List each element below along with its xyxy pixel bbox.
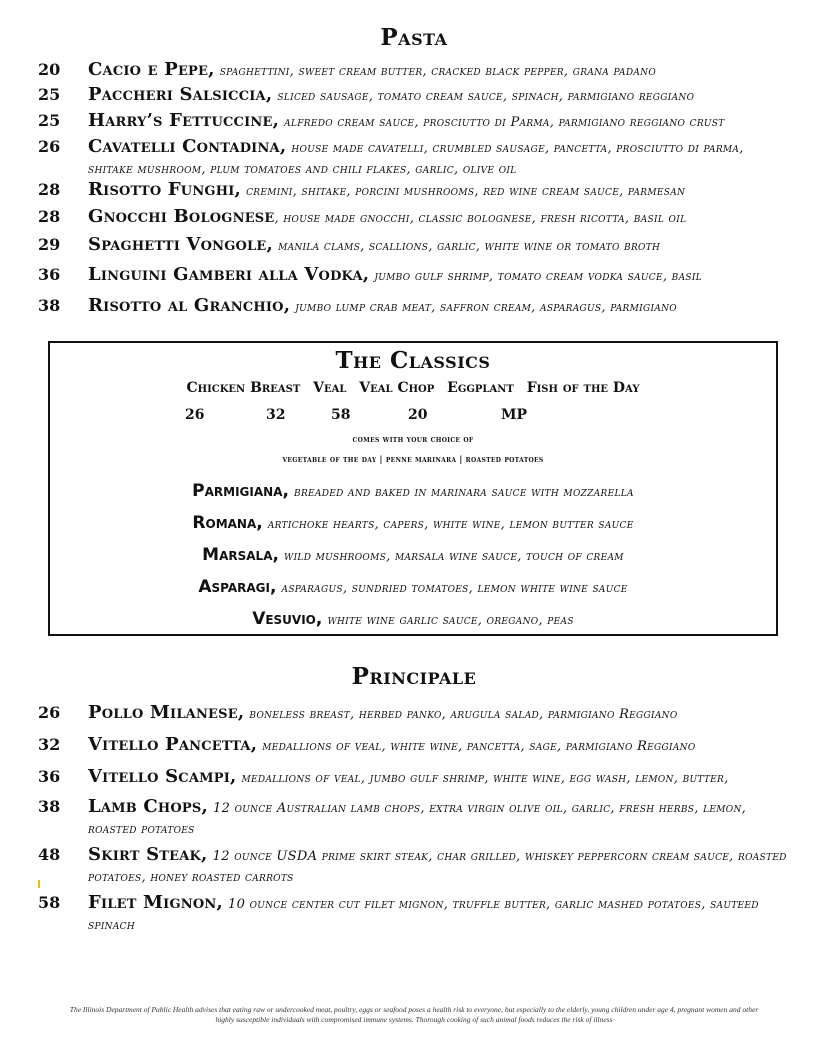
side-options: vegetable of the day | penne marinara | roasted potatoes <box>282 454 544 464</box>
item-description: jumbo gulf shrimp, tomato cream vodka sauce, basil <box>374 269 702 284</box>
item-name: Cacio e Pepe, <box>88 59 215 80</box>
item-price: 58 <box>38 893 61 912</box>
classics-box <box>48 341 778 636</box>
item-price: 48 <box>38 845 61 864</box>
item-description: spaghettini, sweet cream butter, cracked black pepper, grana padano <box>219 64 657 79</box>
classic-name: Romana, <box>192 513 263 533</box>
item-name: Paccheri Salsiccia, <box>88 84 273 105</box>
protein-option: Veal <box>313 380 347 396</box>
item-price: 36 <box>38 767 61 786</box>
item-description: house made cavatelli, crumbled sausage, pancetta, prosciutto di parma, shitake mushroom, plum tomatoes and chili flakes, garlic, olive oil <box>88 141 744 177</box>
item-name: Risotto al Granchio, <box>88 295 291 316</box>
classic-name: Marsala, <box>202 545 279 565</box>
protein-price: 26 <box>185 407 205 423</box>
item-description: jumbo lump crab meat, saffron cream, asparagus, parmigiano <box>295 300 677 315</box>
principale-title: Principale <box>351 663 477 690</box>
classics-title: The Classics <box>335 347 491 374</box>
side-note: comes with your choice of <box>352 434 474 444</box>
item-price: 29 <box>38 235 61 254</box>
item-name: Linguini Gamberi alla Vodka, <box>88 264 370 285</box>
item-price: 28 <box>38 180 61 199</box>
item-name: Filet Mignon, <box>88 892 223 913</box>
item-description: alfredo cream sauce, prosciutto di Parma, parmigiano reggiano crust <box>284 115 725 130</box>
classic-description: asparagus, sundried tomatoes, lemon white wine sauce <box>281 581 628 596</box>
classic-item <box>50 513 776 533</box>
item-description: manila clams, scallions, garlic, white wine or tomato broth <box>278 239 661 254</box>
item-name: Lamb Chops, <box>88 796 208 817</box>
item-price: 36 <box>38 265 61 284</box>
classic-description: breaded and baked in marinara sauce with mozzarella <box>294 485 634 500</box>
classic-description: wild mushrooms, marsala wine sauce, touch of cream <box>284 549 624 564</box>
classic-item <box>50 481 776 501</box>
classic-name: Asparagi, <box>198 577 277 597</box>
protein-price: MP <box>501 407 528 423</box>
item-price: 32 <box>38 735 61 754</box>
item-name: Risotto Funghi, <box>88 179 241 200</box>
classic-description: artichoke hearts, capers, white wine, lemon butter sauce <box>267 517 634 532</box>
item-name: Harry’s Fettuccine, <box>88 110 280 131</box>
item-description: boneless breast, herbed panko, arugula salad, parmigiano Reggiano <box>249 707 678 722</box>
protein-prices <box>50 407 776 427</box>
item-name: Cavatelli Contadina, <box>88 136 287 157</box>
item-name: Spaghetti Vongole, <box>88 234 273 255</box>
item-name: Gnocchi Bolognese <box>88 206 275 227</box>
classic-description: white wine garlic sauce, oregano, peas <box>327 613 574 628</box>
protein-option: Fish of the Day <box>526 380 640 396</box>
item-price: 25 <box>38 85 61 104</box>
item-price: 26 <box>38 137 61 156</box>
item-price: 38 <box>38 296 61 315</box>
protein-price: 32 <box>266 407 286 423</box>
classic-item <box>50 577 776 597</box>
health-advisory <box>30 1005 798 1025</box>
item-description: medallions of veal, white wine, pancetta, sage, parmigiano Reggiano <box>262 739 696 754</box>
item-description: 12 ounce USDA prime skirt steak, char grilled, whiskey peppercorn cream sauce, roasted potatoes, honey roasted carrots <box>88 849 787 885</box>
item-description: medallions of veal, jumbo gulf shrimp, white wine, egg wash, lemon, butter, <box>241 771 729 786</box>
item-price: 38 <box>38 797 61 816</box>
item-name: Vitello Scampi, <box>88 766 237 787</box>
item-description: 12 ounce Australian lamb chops, extra virgin olive oil, garlic, fresh herbs, lemon, roasted potatoes <box>88 801 747 837</box>
classic-item <box>50 609 776 629</box>
item-description: sliced sausage, tomato cream sauce, spinach, parmigiano reggiano <box>277 89 695 104</box>
item-price: 20 <box>38 60 61 79</box>
item-name: Pollo Milanese, <box>88 702 245 723</box>
protein-price: 20 <box>408 407 428 423</box>
highlight-mark <box>38 880 40 888</box>
classic-name: Parmigiana, <box>192 481 289 501</box>
item-name: Skirt Steak, <box>88 844 208 865</box>
item-description: cremini, shitake, porcini mushrooms, red wine cream sauce, parmesan <box>246 184 686 199</box>
pasta-title: Pasta <box>380 24 448 51</box>
item-description: 10 ounce center cut filet mignon, truffle butter, garlic mashed potatoes, sauteed spinach <box>88 897 759 933</box>
advisory-line: highly susceptible individuals with compromised immune systems. Thorough cooking of such animal foods reduces the risk of illness <box>215 1015 613 1024</box>
item-price: 26 <box>38 703 61 722</box>
protein-options <box>50 380 776 396</box>
advisory-line: The Illinois Department of Public Health advises that eating raw or undercooked meat, poultry, eggs or seafood poses a health risk to everyone, but especially to the elderly, young children under age 4, pregnant women and other <box>69 1005 759 1014</box>
protein-price: 58 <box>331 407 351 423</box>
item-price: 25 <box>38 111 61 130</box>
classic-item <box>50 545 776 565</box>
item-name: Vitello Pancetta, <box>88 734 258 755</box>
item-price: 28 <box>38 207 61 226</box>
classic-name: Vesuvio, <box>252 609 323 629</box>
item-description: , house made gnocchi, classic bolognese, fresh ricotta, basil oil <box>274 211 687 226</box>
protein-option: Veal Chop <box>359 380 435 396</box>
protein-option: Eggplant <box>447 380 514 396</box>
protein-option: Chicken Breast <box>186 380 301 396</box>
